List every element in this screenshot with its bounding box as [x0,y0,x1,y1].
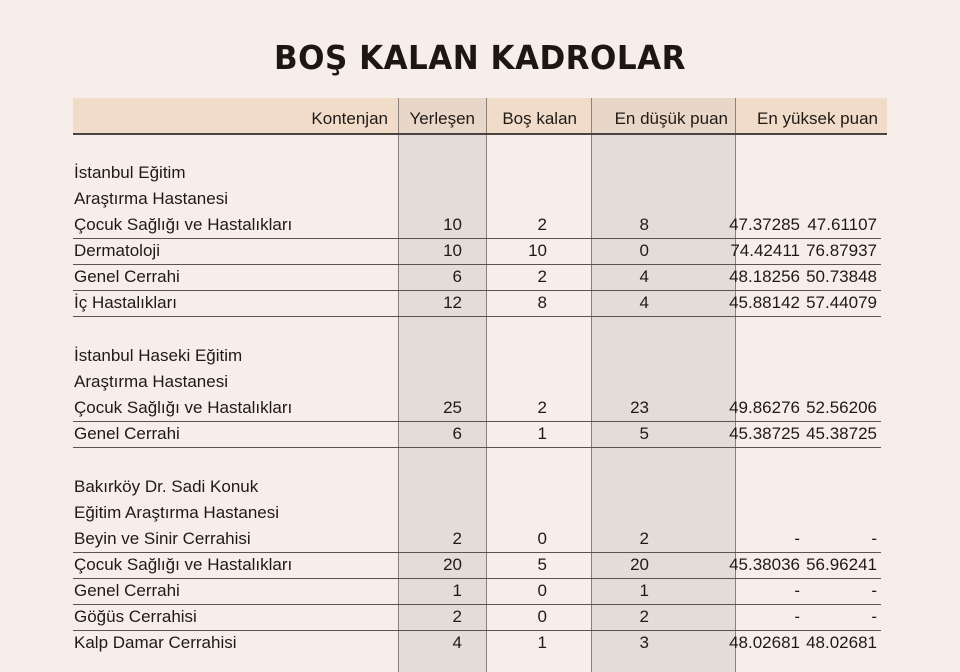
yerlesen-cell: 5 [537,555,547,574]
max-score-cell: 52.56206 [806,398,877,417]
bos-kalan-cell: 2 [639,607,649,626]
yerlesen-cell: 2 [537,267,547,286]
yerlesen-cell: 1 [537,633,547,652]
bos-kalan-cell: 4 [639,267,649,286]
table-row [73,238,881,265]
kontenjan-cell: 2 [452,607,462,626]
max-score-cell: 76.87937 [806,241,877,260]
min-score-cell: 45.38036 [729,555,800,574]
bos-kalan-cell: 0 [639,241,649,260]
max-score-cell: 56.96241 [806,555,877,574]
dept-name: Genel Cerrahi [74,424,180,443]
header-kontenjan: Kontenjan [311,109,388,128]
yerlesen-cell: 8 [537,293,547,312]
min-score-cell: 45.38725 [729,424,800,443]
table-row [73,552,881,579]
kontenjan-cell: 20 [443,555,462,574]
bos-kalan-cell: 4 [639,293,649,312]
kontenjan-cell: 1 [452,581,462,600]
min-score-cell: - [794,607,800,626]
kontenjan-cell: 10 [443,241,462,260]
dept-name: İç Hastalıkları [74,293,177,312]
table-row [73,630,881,656]
dept-name: Genel Cerrahi [74,267,180,286]
hospital-name-line: Eğitim Araştırma Hastanesi [74,503,280,522]
dept-name: Göğüs Cerrahisi [74,607,197,626]
table-row [73,604,881,631]
max-score-cell: 57.44079 [806,293,877,312]
yerlesen-cell: 10 [528,241,547,260]
table-row [73,526,881,553]
kontenjan-cell: 25 [443,398,462,417]
hospital-name-line: İstanbul Eğitim [74,163,186,182]
table-row [73,395,881,422]
max-score-cell: - [871,607,877,626]
yerlesen-cell: 0 [537,581,547,600]
dept-name: Çocuk Sağlığı ve Hastalıkları [74,555,293,574]
max-score-cell: - [871,581,877,600]
min-score-cell: 47.37285 [729,215,800,234]
hospital-name-line: Araştırma Hastanesi [74,372,228,391]
bos-kalan-cell: 2 [639,529,649,548]
header-en-dusuk-puan: En düşük puan [614,109,728,128]
kontenjan-cell: 6 [452,267,462,286]
dept-name: Beyin ve Sinir Cerrahisi [74,529,251,548]
hospital-name-line: Araştırma Hastanesi [74,189,228,208]
kontenjan-cell: 4 [452,633,462,652]
kontenjan-cell: 6 [452,424,462,443]
min-score-cell: 48.18256 [729,267,800,286]
bos-kalan-cell: 5 [639,424,649,443]
min-score-cell: 74.42411 [730,241,800,260]
header-en-yuksek-puan: En yüksek puan [757,109,878,128]
max-score-cell: 47.61107 [807,215,877,234]
dept-name: Çocuk Sağlığı ve Hastalıkları [74,398,293,417]
table-row [73,578,881,605]
min-score-cell: - [794,581,800,600]
table-row [73,264,881,291]
min-score-cell: 49.86276 [729,398,800,417]
header-yerlesen: Yerleşen [409,109,475,128]
table-row [73,421,881,448]
header-rule [73,133,887,135]
yerlesen-cell: 2 [537,215,547,234]
bos-kalan-cell: 23 [630,398,649,417]
kontenjan-cell: 10 [443,215,462,234]
dept-name: Dermatoloji [74,241,160,260]
dept-name: Çocuk Sağlığı ve Hastalıkları [74,215,293,234]
yerlesen-cell: 0 [537,529,547,548]
table-row [73,212,881,239]
max-score-cell: 50.73848 [806,267,877,286]
max-score-cell: 45.38725 [806,424,877,443]
page-title: BOŞ KALAN KADROLAR [274,38,686,77]
bos-kalan-cell: 1 [639,581,649,600]
dept-name: Genel Cerrahi [74,581,180,600]
kontenjan-cell: 2 [452,529,462,548]
kontenjan-cell: 12 [443,293,462,312]
hospital-name-line: İstanbul Haseki Eğitim [74,346,243,365]
yerlesen-cell: 0 [537,607,547,626]
table-row [73,290,881,317]
bos-kalan-cell: 3 [639,633,649,652]
min-score-cell: - [794,529,800,548]
header-bos-kalan: Boş kalan [502,109,577,128]
dept-name: Kalp Damar Cerrahisi [74,633,237,652]
bos-kalan-cell: 20 [630,555,649,574]
hospital-name-line: Bakırköy Dr. Sadi Konuk [74,477,259,496]
min-score-cell: 45.88142 [729,293,800,312]
max-score-cell: - [871,529,877,548]
max-score-cell: 48.02681 [806,633,877,652]
bos-kalan-cell: 8 [639,215,649,234]
yerlesen-cell: 1 [537,424,547,443]
yerlesen-cell: 2 [537,398,547,417]
min-score-cell: 48.02681 [729,633,800,652]
